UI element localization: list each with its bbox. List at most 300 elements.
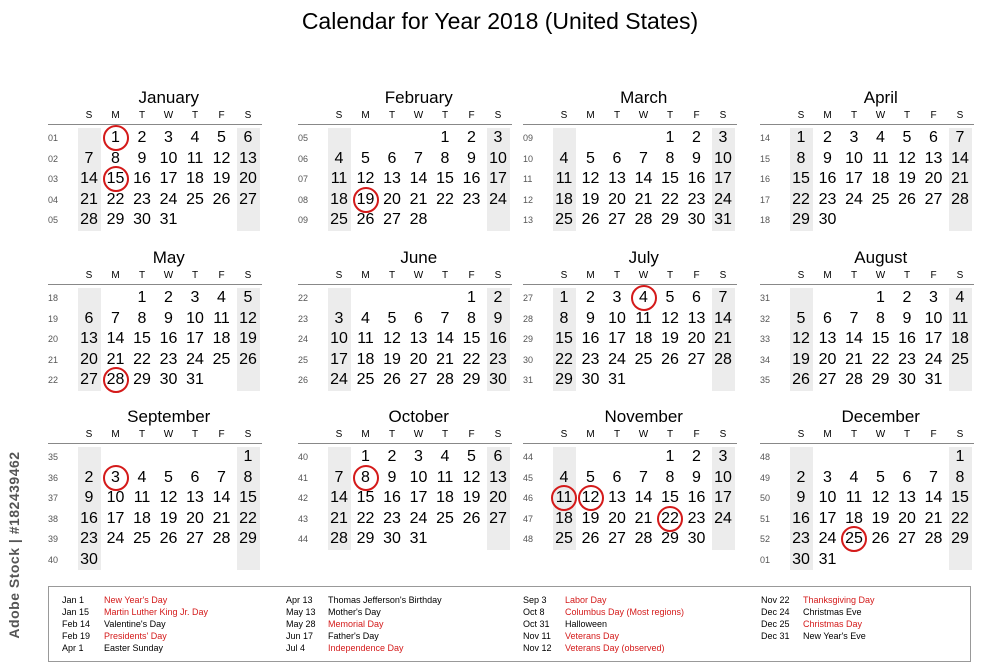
weekday-header: T: [850, 270, 858, 281]
day-cell: 7: [84, 149, 94, 167]
weekday-header: W: [875, 429, 886, 440]
day-cell: 2: [164, 289, 173, 306]
weekday-header: S: [85, 110, 93, 121]
day-cell: 12: [356, 170, 375, 187]
day-cell: 9: [823, 149, 832, 167]
day-cell: 30: [818, 211, 837, 228]
day-cell: 16: [383, 489, 401, 506]
day-cell: 10: [186, 309, 204, 327]
weekday-header: T: [191, 110, 199, 121]
day-cell: 9: [493, 309, 503, 327]
holiday-row: [523, 642, 684, 654]
week-number: 50: [760, 493, 771, 503]
day-cell: 14: [409, 170, 428, 187]
day-cell: 28: [951, 190, 969, 208]
day-cell: 1: [876, 289, 885, 306]
week-number: 32: [760, 313, 771, 324]
day-cell: 13: [898, 489, 916, 506]
day-cell: 20: [608, 509, 626, 527]
day-cell: 18: [555, 190, 573, 208]
day-cell: 23: [383, 509, 401, 527]
day-cell: 5: [876, 468, 885, 486]
day-cell: 3: [849, 129, 859, 146]
day-cell: 11: [357, 330, 374, 347]
day-cell: 25: [555, 211, 573, 228]
day-cell: 6: [190, 468, 200, 486]
day-cell: 20: [608, 190, 626, 208]
day-cell: 21: [951, 170, 969, 187]
day-cell: 8: [876, 309, 885, 327]
page-title: Calendar for Year 2018 (United States): [301, 8, 699, 34]
holiday-date: Jan 1: [62, 595, 85, 605]
day-cell: 25: [951, 350, 969, 368]
day-cell: 14: [436, 330, 454, 347]
day-cell: 18: [186, 170, 204, 187]
weekday-header: T: [613, 270, 621, 281]
day-cell: 18: [845, 509, 863, 527]
day-cell: 19: [581, 190, 600, 208]
week-number: 37: [48, 493, 59, 503]
day-cell: 22: [951, 509, 969, 527]
day-cell: 21: [330, 509, 348, 527]
day-cell: 31: [714, 211, 732, 228]
day-cell: 18: [634, 330, 653, 347]
day-cell: 28: [330, 530, 348, 547]
month-march: [523, 88, 743, 231]
day-cell: 9: [137, 149, 147, 167]
day-cell: 2: [137, 129, 147, 146]
day-cell: 12: [871, 489, 890, 506]
day-cell: 28: [714, 350, 732, 368]
day-cell: 15: [661, 170, 679, 187]
day-cell: 7: [955, 129, 965, 146]
holiday-row: [523, 606, 684, 618]
week-number: 44: [523, 452, 534, 462]
week-number: 09: [298, 215, 309, 225]
day-cell: 20: [818, 350, 837, 368]
holiday-date: Dec 25: [761, 619, 790, 629]
day-cell: 17: [106, 509, 125, 527]
week-number: 14: [760, 133, 771, 143]
week-number: 04: [48, 194, 59, 205]
day-cell: 24: [845, 190, 863, 208]
day-cell: 20: [80, 350, 98, 368]
day-cell: 2: [467, 129, 476, 146]
day-cell: 10: [159, 149, 178, 167]
day-cell: 5: [387, 309, 397, 327]
day-cell: 5: [467, 448, 476, 465]
day-cell: 17: [818, 509, 837, 527]
weekday-header: T: [850, 110, 858, 121]
holiday-name: Valentine's Day: [104, 619, 166, 629]
day-cell: 19: [159, 509, 178, 527]
weekday-header: S: [560, 110, 568, 121]
day-cell: 17: [608, 330, 626, 347]
weekday-header: T: [666, 270, 674, 281]
weekday-header: T: [388, 110, 396, 121]
day-cell: 27: [924, 190, 943, 208]
week-number: 08: [298, 194, 309, 205]
day-cell: 19: [239, 330, 257, 347]
weekday-header: T: [388, 429, 396, 440]
day-cell: 16: [462, 170, 481, 187]
weekday-header: T: [613, 110, 621, 121]
week-number: 15: [760, 153, 771, 164]
day-cell: 30: [687, 530, 706, 547]
day-cell: 23: [898, 350, 916, 368]
day-cell: 29: [871, 371, 890, 388]
weekday-header: F: [218, 270, 225, 281]
holiday-name: Labor Day: [565, 595, 607, 605]
day-cell: 1: [361, 448, 370, 465]
holiday-row: [62, 642, 208, 654]
day-cell: 8: [111, 149, 120, 167]
day-cell: 9: [692, 149, 701, 167]
weekday-header: S: [85, 270, 93, 281]
weekday-header: M: [111, 270, 120, 281]
weekday-header: S: [85, 429, 93, 440]
weekday-header: T: [666, 110, 674, 121]
day-cell: 10: [608, 309, 626, 327]
day-cell: 4: [639, 289, 648, 306]
day-cell: 22: [871, 350, 890, 368]
weekday-header: T: [388, 270, 396, 281]
day-cell: 12: [792, 330, 810, 347]
watermark-text: Adobe Stock | #182439462: [6, 451, 22, 639]
holiday-row: [286, 594, 442, 606]
day-cell: 21: [212, 509, 231, 527]
holiday-row: [62, 630, 208, 642]
day-cell: 16: [80, 509, 98, 527]
day-cell: 29: [661, 211, 679, 228]
day-cell: 5: [796, 309, 806, 327]
day-cell: 10: [818, 489, 837, 506]
holiday-name: New Year's Eve: [803, 631, 866, 641]
day-cell: 8: [467, 309, 476, 327]
day-cell: 16: [792, 509, 810, 527]
week-number: 27: [523, 293, 534, 303]
weekday-header: S: [494, 110, 502, 121]
day-cell: 6: [902, 468, 912, 486]
week-number: 36: [48, 472, 59, 483]
day-cell: 1: [440, 129, 450, 146]
weekday-header: F: [218, 110, 225, 121]
weekday-header: S: [797, 429, 805, 440]
holiday-row: [761, 594, 875, 606]
day-cell: 6: [414, 309, 423, 327]
day-cell: 2: [84, 468, 94, 486]
weekday-header: W: [163, 270, 174, 281]
weekday-header: M: [111, 110, 120, 121]
day-cell: 19: [212, 170, 231, 187]
day-cell: 10: [924, 309, 943, 327]
header-rule: [760, 284, 974, 285]
week-number: 47: [523, 513, 534, 524]
weekday-header: M: [823, 270, 832, 281]
holiday-name: Christmas Day: [803, 619, 863, 629]
day-cell: 8: [955, 468, 965, 486]
day-cell: 11: [555, 489, 573, 506]
day-cell: 4: [440, 448, 450, 465]
day-cell: 8: [665, 468, 675, 486]
day-cell: 12: [661, 309, 679, 327]
day-cell: 3: [718, 448, 728, 465]
month-name: December: [841, 407, 920, 426]
holiday-date: Feb 19: [62, 631, 91, 641]
weekday-header: S: [560, 429, 568, 440]
week-number: 33: [760, 334, 771, 344]
holiday-date: May 13: [286, 607, 316, 617]
day-cell: 31: [608, 371, 626, 388]
weekday-header: T: [441, 270, 449, 281]
month-october: [298, 407, 518, 550]
weekday-header: T: [138, 429, 146, 440]
month-february: [298, 88, 518, 231]
holiday-name: Independence Day: [328, 643, 404, 653]
month-name: August: [854, 248, 908, 267]
holiday-legend: [48, 586, 971, 662]
day-cell: 3: [164, 129, 173, 146]
holiday-date: Nov 11: [523, 631, 551, 641]
day-cell: 18: [555, 509, 573, 527]
day-cell: 30: [792, 550, 810, 568]
day-cell: 17: [489, 170, 507, 187]
day-cell: 10: [489, 149, 507, 167]
weekday-header: T: [138, 270, 146, 281]
day-cell: 11: [635, 309, 652, 327]
weekday-header: S: [560, 270, 568, 281]
week-number: 03: [48, 174, 59, 184]
weekday-header: F: [693, 429, 700, 440]
day-cell: 16: [898, 330, 916, 347]
weekday-header: W: [638, 429, 649, 440]
day-cell: 17: [714, 489, 732, 506]
day-cell: 14: [714, 309, 732, 327]
header-rule: [298, 284, 512, 285]
day-cell: 11: [872, 149, 889, 167]
holiday-date: Dec 31: [761, 631, 790, 641]
week-number: 30: [523, 354, 534, 365]
week-number: 11: [523, 174, 533, 184]
weekday-header: S: [335, 110, 343, 121]
week-number: 51: [760, 513, 771, 524]
week-number: 18: [760, 215, 771, 225]
week-number: 52: [760, 534, 771, 544]
month-may: [48, 248, 268, 391]
day-cell: 1: [467, 289, 476, 306]
week-number: 09: [523, 133, 534, 143]
day-cell: 17: [714, 170, 732, 187]
header-rule: [48, 284, 262, 285]
week-number: 48: [523, 534, 534, 544]
holiday-date: Jan 15: [62, 607, 90, 617]
day-cell: 14: [634, 170, 653, 187]
weekday-header: S: [244, 270, 252, 281]
day-cell: 7: [414, 149, 423, 167]
day-cell: 27: [489, 509, 507, 527]
day-cell: 12: [898, 149, 916, 167]
day-cell: 5: [586, 468, 595, 486]
weekday-header: T: [903, 270, 911, 281]
day-cell: 26: [871, 530, 890, 547]
weekday-header: W: [638, 110, 649, 121]
day-cell: 16: [687, 489, 706, 506]
week-number: 07: [298, 174, 309, 184]
day-cell: 19: [356, 190, 375, 208]
day-cell: 23: [687, 190, 706, 208]
day-cell: 16: [133, 170, 151, 187]
day-cell: 9: [692, 468, 701, 486]
month-june: [298, 248, 518, 391]
weekday-header: F: [218, 429, 225, 440]
day-cell: 2: [823, 129, 832, 146]
day-cell: 3: [718, 129, 728, 146]
weekday-header: T: [613, 429, 621, 440]
day-cell: 29: [106, 211, 125, 228]
day-cell: 22: [239, 509, 257, 527]
month-name: March: [620, 88, 668, 107]
day-cell: 15: [356, 489, 375, 506]
day-cell: 29: [133, 371, 151, 388]
weekday-header: W: [413, 110, 424, 121]
day-cell: 3: [612, 289, 622, 306]
day-cell: 26: [212, 190, 231, 208]
day-cell: 31: [186, 371, 204, 388]
day-cell: 21: [80, 190, 98, 208]
day-cell: 19: [661, 330, 679, 347]
day-cell: 2: [692, 129, 701, 146]
day-cell: 16: [687, 170, 706, 187]
day-cell: 15: [661, 489, 679, 506]
day-cell: 14: [212, 489, 231, 506]
day-cell: 18: [133, 509, 151, 527]
day-cell: 1: [137, 289, 147, 306]
day-cell: 26: [462, 509, 481, 527]
day-cell: 13: [186, 489, 204, 506]
day-cell: 9: [796, 489, 806, 506]
week-number: 35: [760, 375, 771, 385]
week-number: 18: [48, 293, 59, 303]
holiday-row: [523, 630, 684, 642]
day-cell: 2: [796, 468, 806, 486]
holiday-row: [761, 630, 875, 642]
week-number: 31: [760, 293, 771, 303]
day-cell: 4: [190, 129, 200, 146]
day-cell: 24: [714, 509, 732, 527]
weekday-header: S: [494, 270, 502, 281]
holiday-row: [62, 618, 208, 630]
month-september: [48, 407, 268, 570]
holiday-row: [523, 618, 684, 630]
day-cell: 31: [818, 550, 837, 568]
day-cell: 26: [792, 371, 810, 388]
day-cell: 1: [955, 448, 965, 465]
day-cell: 25: [212, 350, 231, 368]
day-cell: 26: [898, 190, 916, 208]
holiday-name: Easter Sunday: [104, 643, 164, 653]
holiday-row: [523, 594, 684, 606]
weekday-header: W: [413, 429, 424, 440]
day-cell: 1: [796, 129, 806, 146]
weekday-header: T: [138, 110, 146, 121]
day-cell: 3: [929, 289, 938, 306]
day-cell: 12: [239, 309, 257, 327]
day-cell: 27: [383, 211, 401, 228]
weekday-header: S: [956, 270, 964, 281]
day-cell: 8: [559, 309, 569, 327]
holiday-row: [286, 618, 442, 630]
day-cell: 13: [608, 489, 626, 506]
day-cell: 5: [586, 149, 595, 167]
holiday-date: Nov 12: [523, 643, 552, 653]
weekday-header: S: [494, 429, 502, 440]
day-cell: 1: [243, 448, 253, 465]
holiday-date: Feb 14: [62, 619, 91, 629]
day-cell: 4: [217, 289, 226, 306]
day-cell: 2: [692, 448, 701, 465]
day-cell: 11: [213, 309, 230, 327]
week-number: 19: [48, 313, 59, 324]
day-cell: 17: [924, 330, 943, 347]
day-cell: 15: [133, 330, 151, 347]
day-cell: 10: [714, 149, 732, 167]
weekday-header: F: [930, 110, 937, 121]
day-cell: 18: [356, 350, 375, 368]
day-cell: 8: [796, 149, 806, 167]
day-cell: 25: [330, 211, 348, 228]
weekday-header: S: [797, 270, 805, 281]
day-cell: 11: [133, 489, 151, 506]
month-name: February: [384, 88, 453, 107]
day-cell: 6: [612, 468, 622, 486]
header-rule: [48, 443, 262, 444]
holiday-name: Mother's Day: [328, 607, 381, 617]
day-cell: 7: [639, 149, 648, 167]
month-december: [760, 407, 980, 570]
day-cell: 28: [924, 530, 943, 547]
weekday-header: F: [468, 270, 475, 281]
day-cell: 20: [924, 170, 943, 187]
day-cell: 17: [186, 330, 204, 347]
day-cell: 22: [436, 190, 454, 208]
day-cell: 28: [634, 530, 653, 547]
day-cell: 22: [661, 190, 679, 208]
day-cell: 25: [845, 530, 863, 547]
holiday-name: Columbus Day (Most regions): [565, 607, 685, 617]
day-cell: 22: [356, 509, 375, 527]
day-cell: 7: [217, 468, 226, 486]
weekday-header: M: [361, 110, 370, 121]
day-cell: 15: [462, 330, 481, 347]
day-cell: 6: [84, 309, 94, 327]
day-cell: 20: [489, 489, 507, 506]
day-cell: 27: [239, 190, 257, 208]
day-cell: 31: [924, 371, 943, 388]
day-cell: 28: [436, 371, 454, 388]
holiday-row: [286, 630, 442, 642]
weekday-header: W: [875, 270, 886, 281]
weekday-header: T: [191, 270, 199, 281]
weekday-header: T: [903, 429, 911, 440]
day-cell: 29: [661, 530, 679, 547]
weekday-header: T: [191, 429, 199, 440]
day-cell: 27: [409, 371, 428, 388]
month-name: May: [152, 248, 185, 267]
day-cell: 3: [334, 309, 344, 327]
week-number: 21: [48, 354, 59, 365]
day-cell: 17: [409, 489, 428, 506]
day-cell: 3: [823, 468, 832, 486]
